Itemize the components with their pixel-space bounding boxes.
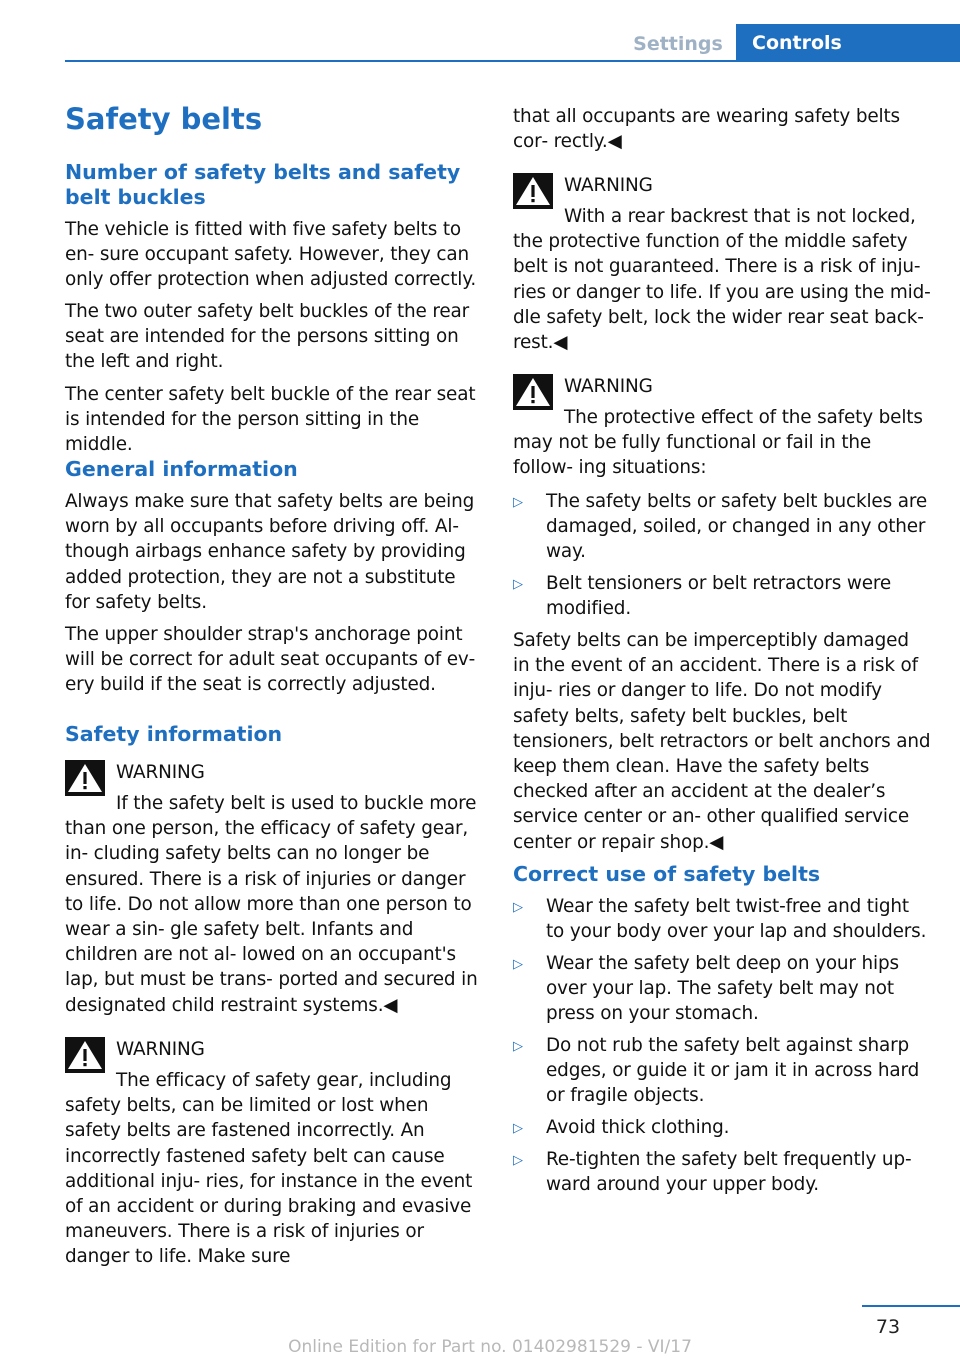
list-item: ▷ Wear the safety belt twist-free and tight to your body over your lap and shoulders. xyxy=(513,896,927,943)
paragraph-continued: that all occupants are wearing safety belts cor‐ rectly.◀ xyxy=(513,106,900,153)
heading-number-of-belts: Number of safety belts and safety belt buckles xyxy=(65,160,461,209)
warning-text: With a rear backrest that is not locked, the protective function of the middle safety belt is not guaranteed. There is a risk of inju‐ ries or danger to life. If you are using the mid‐ dle safety belt, lock the wider rear seat back‐ rest.◀ xyxy=(513,206,931,354)
list-item: ▷ Belt tensioners or belt retractors were modified. xyxy=(513,573,892,620)
page-number-rule xyxy=(862,1305,960,1307)
warning-text: If the safety belt is used to buckle more than one person, the efficacy of safety gear, in‐ cluding safety belts can no longer be ensured. There is a risk of injuries or danger to life. Do not allow more than one person to wear a sin‐ gle safety belt. Infants and children are not al‐ lowed on an occupant's lap, but must be trans‐ ported and secured in designated child restraint systems.◀ xyxy=(65,793,478,1016)
paragraph: The vehicle is fitted with five safety belts to en‐ sure occupant safety. However, they can only offer protection when adjusted correctly. xyxy=(65,219,477,291)
page-title: Safety belts xyxy=(65,102,263,136)
paragraph: The upper shoulder strap's anchorage point will be correct for adult seat occupants of ev‐ ery build if the seat is correctly adjusted. xyxy=(65,624,476,696)
paragraph: The center safety belt buckle of the rear seat is intended for the person sitting in the middle. xyxy=(65,384,476,456)
list-item: ▷ The safety belts or safety belt buckles are damaged, soiled, or changed in any other way. xyxy=(513,491,927,563)
header-section-settings[interactable]: Settings xyxy=(633,33,723,55)
list-item: ▷ Avoid thick clothing. xyxy=(513,1115,931,1140)
list-item: ▷ Re-tighten the safety belt frequently up‐ ward around your upper body. xyxy=(513,1149,912,1196)
list-item: ▷ Wear the safety belt deep on your hips over your lap. The safety belt may not press on your stomach. xyxy=(513,953,899,1025)
triangle-right-icon: ▷ xyxy=(513,957,523,972)
heading-safety-information: Safety information xyxy=(65,722,283,746)
warning-triangle-icon xyxy=(65,1037,105,1073)
warning-text: The efficacy of safety gear, including safety belts, can be limited or lost when safety belts are fastened incorrectly. An incorrectly fastened safety belt can cause additional inju‐ ries, for instance in the event of an accident or during braking and evasive maneuvers. There is a risk of injuries or danger to life. Make sure xyxy=(65,1070,473,1268)
page-number: 73 xyxy=(875,1316,901,1338)
edition-footer: Online Edition for Part no. 01402981529 - VI/17 xyxy=(288,1337,692,1357)
warning-label: WARNING xyxy=(116,762,205,783)
triangle-right-icon: ▷ xyxy=(513,495,523,510)
triangle-right-icon: ▷ xyxy=(513,1121,523,1136)
header-rule xyxy=(65,60,960,62)
triangle-right-icon: ▷ xyxy=(513,577,523,592)
heading-correct-use: Correct use of safety belts xyxy=(513,862,821,886)
warning-label: WARNING xyxy=(564,376,653,397)
paragraph: Always make sure that safety belts are being worn by all occupants before driving off. Al‐ though airbags enhance safety by providing added protection, they are not a substitute for safety belts. xyxy=(65,491,475,613)
warning-block xyxy=(65,1037,483,1270)
warning-label: WARNING xyxy=(116,1039,205,1060)
warning-triangle-icon xyxy=(65,760,105,796)
warning-block xyxy=(513,374,931,481)
warning-triangle-icon xyxy=(513,173,553,209)
list-item: ▷ Do not rub the safety belt against sharp edges, or guide it or jam it in across hard or fragile objects. xyxy=(513,1035,920,1107)
heading-general-information: General information xyxy=(65,457,298,481)
paragraph: Safety belts can be imperceptibly damaged in the event of an accident. There is a risk of inju‐ ries or danger to life. Do not modify safety belts, safety belt buckles, belt tensioners, belt retractors or belt anchors and keep them clean. Have the safety belts checked after an accident at the dealer’s service center or an‐ other qualified service center or repair shop.◀ xyxy=(513,630,931,853)
paragraph: The two outer safety belt buckles of the rear seat are intended for the persons sitting on the left and right. xyxy=(65,301,470,373)
warning-text: The protective effect of the safety belts may not be fully functional or fail in the follow‐ ing situations: xyxy=(513,407,923,479)
triangle-right-icon: ▷ xyxy=(513,900,523,915)
warning-block xyxy=(65,760,483,1018)
header-section-controls[interactable]: Controls xyxy=(736,24,960,62)
warning-block xyxy=(513,173,931,355)
triangle-right-icon: ▷ xyxy=(513,1153,523,1168)
warning-triangle-icon xyxy=(513,374,553,410)
triangle-right-icon: ▷ xyxy=(513,1039,523,1054)
warning-label: WARNING xyxy=(564,175,653,196)
